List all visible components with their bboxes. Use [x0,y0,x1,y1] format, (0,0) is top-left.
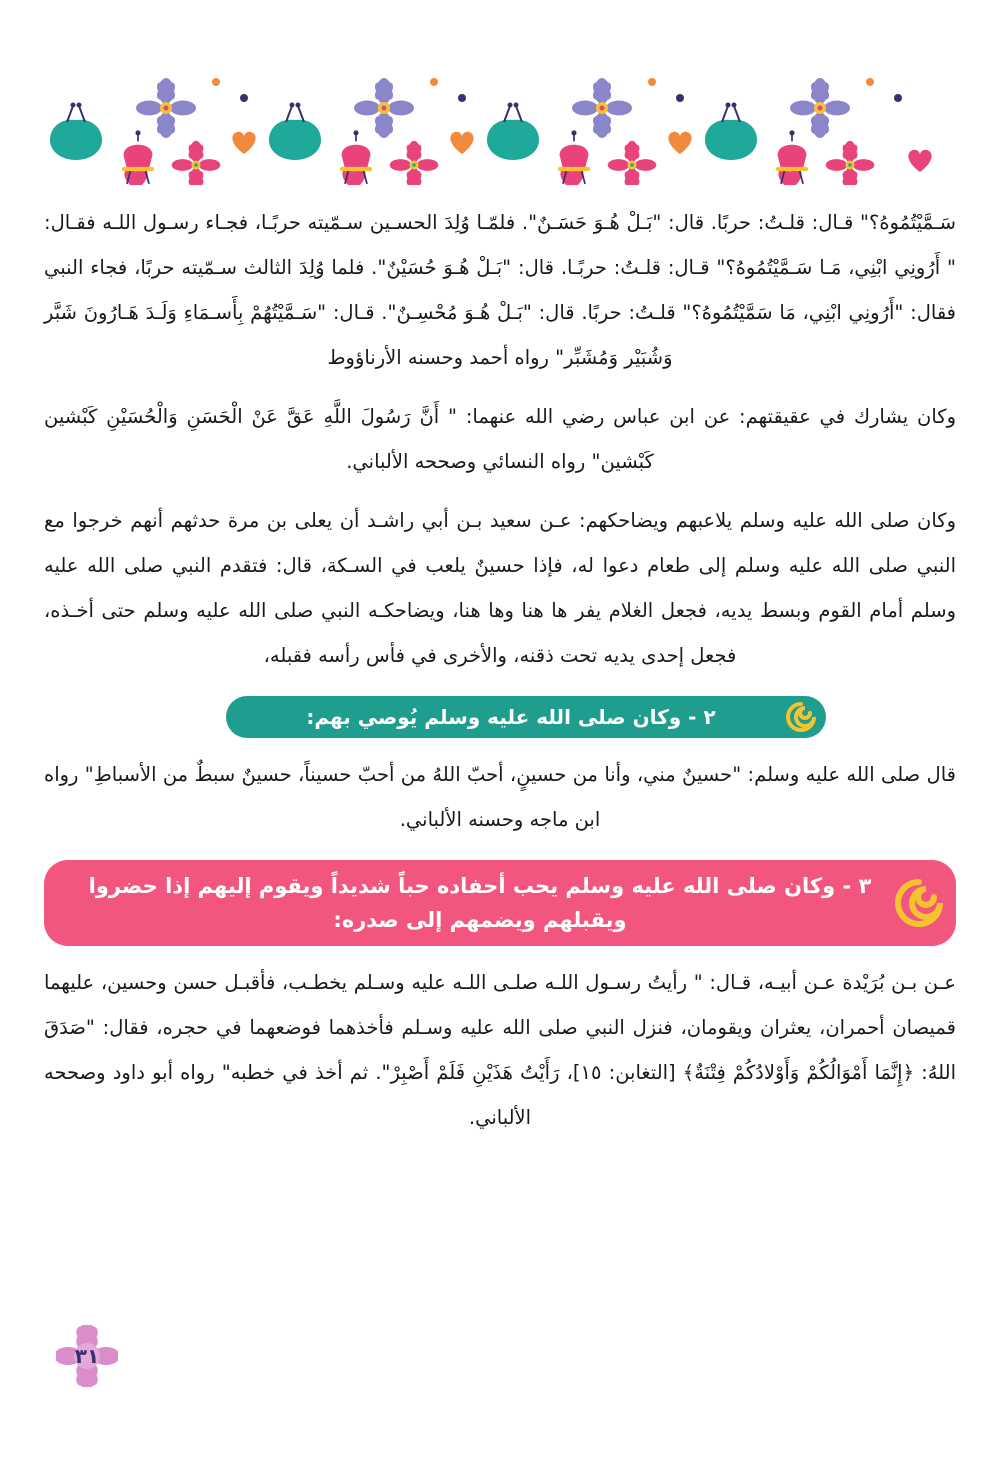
section-heading-green-text: ٢ - وكان صلى الله عليه وسلم يُوصي بهم: [306,705,716,729]
page-number-badge [56,1325,118,1387]
spiral-icon [784,700,818,734]
paragraph-after-green: قال صلى الله عليه وسلم: "حسينٌ مني، وأنا من حسينٍ، أحبّ اللهُ من أحبّ حسيناً، حسينٌ سبطٌ من الأسباطِ" رواه ابن ماجه وحسنه الألباني. [44,763,956,831]
page-number-text: ٣١ [74,1344,100,1368]
spiral-icon [892,876,946,930]
paragraph-playing: وكان صلى الله عليه وسلم يلاعبهم ويضاحكهم: عـن سعيد بـن أبي راشـد أن يعلى بن مرة حدثهم أنهم خرجوا مع النبي صلى الله عليه وسلم إلى طعام دعوا له، فإذا حسينٌ يلعب في السـكة، قال: فتقدم النبي صلى الله عليه وسلم أمام القوم وبسط يديه، فجعل الغلام يفر ها هنا وها هنا، ويضاحكـه النبي صلى الله عليه وسلم حتى أخـذه، فجعل إحدى يديه تحت ذقنه، والأخرى في فأس رأسه فقبله، [44,509,956,667]
section-heading-green [226,696,826,738]
section-heading-pink [44,860,956,946]
section-heading-pink-text: ٣ - وكان صلى الله عليه وسلم يحب أحفاده حباً شديداً ويقوم إليهم إذا حضروا ويقبلهم ويضمهم إلى صدره: [88,874,872,932]
page-content [44,200,956,1154]
paragraph-naming-hadith: سَـمَّيْتُمُوهُ؟" قـال: قلـتُ: حربًا. قال: "بَـلْ هُـوَ حَسَـنٌ". فلمّـا وُلِدَ الحسـين سـمّيته حربًـا، فجـاء رسـول اللـه فقـال: " أَرُونِي ابْنِي، مَـا سَـمَّيْتُمُوهُ؟" قـال: قلـتُ: حربًـا. قال: "بَـلْ هُـوَ حُسَيْنٌ". فلما وُلِدَ الثالث سـمّيته حربًا، فجاء النبي فقال: "أَرُونِي ابْنِي، مَا سَمَّيْتُمُوهُ؟" قلـتُ: حربًا. قال: "بَـلْ هُـوَ مُحْسِـنٌ". قـال: "سَـمَّيْتُهُمْ بِأَسـمَاءِ وَلَـدَ هَـارُونَ شَبَّر وَشُبَيْر وَمُشَبِّر" رواه أحمد وحسنه الأرناؤوط [44,211,956,369]
paragraph-aqiqah: وكان يشارك في عقيقتهم: عن ابن عباس رضي الله عنهما: " أَنَّ رَسُولَ اللَّهِ عَقَّ عَنْ الْحَسَنِ وَالْحُسَيْنِ كَبْشين كَبْشين" رواه النسائي وصححه الألباني. [44,405,956,473]
flower-border [48,60,952,185]
paragraph-after-pink: عـن بـن بُرَيْدة عـن أبيـه، قـال: " رأيتُ رسـول اللـه صلـى اللـه عليه وسـلم يخطـب، فأقبـل حسن وحسين، عليهما قميصان أحمران، يعثران ويقومان، فنزل النبي صلى الله عليه وسـلم فأخذهما فوضعهما في حجره، فقال: "صَدَقَ اللهُ: ﴿إِنَّمَا أَمْوَالُكُمْ وَأَوْلادُكُمْ فِتْنَةٌ﴾ [التغابن: ١٥]، رَأَيْتُ هَذَيْنِ فَلَمْ أَصْبِرْ". ثم أخذ في خطبه" رواه أبو داود وصححه الألباني. [44,971,957,1129]
